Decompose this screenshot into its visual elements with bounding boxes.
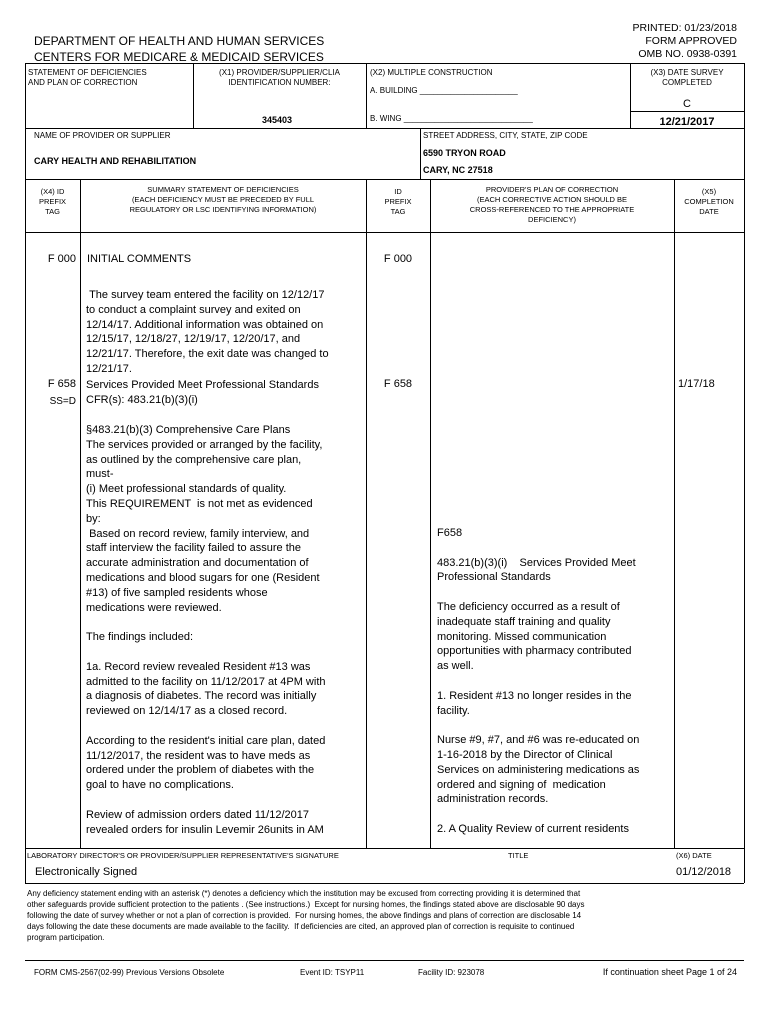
building-field: A. BUILDING ______________________ (370, 86, 518, 95)
x1-label: (X1) PROVIDER/SUPPLIER/CLIA IDENTIFICATION NUMBER: (219, 68, 340, 87)
deficiency-title: Services Provided Meet Professional Standards CFR(s): 483.21(b)(3)(i) (86, 379, 319, 406)
signature-date: 01/12/2018 (676, 866, 732, 878)
x3-label: (X3) DATE SURVEY COMPLETED (650, 68, 724, 87)
statement-label: STATEMENT OF DEFICIENCIES AND PLAN OF CORRECTION (28, 68, 147, 87)
street-address: 6590 TRYON ROAD (423, 148, 506, 158)
electronic-signature: Electronically Signed (35, 866, 138, 878)
completion-header: (X5) COMPLETION DATE (684, 187, 734, 216)
x4-prefix-header: (X4) ID PREFIX TAG (38, 187, 67, 216)
continuation-sheet: If continuation sheet Page 1 of 24 (602, 967, 737, 977)
initial-comments-title: INITIAL COMMENTS (87, 253, 192, 265)
x6-date-label: (X6) DATE (676, 851, 712, 860)
summary-text: §483.21(b)(3) Comprehensive Care Plans The services provided or arranged by the facility, as outlined by the comprehensive care plan, must- (i) Meet professional standards of quality. This REQUIREMENT is not met as evidenced by: Based on record review, family interview, and staff interview the facility failed to assure the accurate administration and documentation of medications and blood sugars for one (Resident #13) of five sampled residents whose medications were reviewed. The findings included: 1a. Record review revealed Resident #13 was admitted to the facility on 11/12/2017 at 4PM with a diagnosis of diabetes. The record was initially reviewed on 12/14/17 as a closed record. According to the resident's initial care plan, dated 11/12/2017, the resident was to have meds as ordered under the problem of diabetes with the goal to have no complications. Review of admission orders dated 11/12/2017 revealed orders for insulin Levemir 26units in AM (86, 424, 326, 836)
survey-text: The survey team entered the facility on 12/12/17 to conduct a complaint survey and exited on 12/14/17. Additional information was obtained on 12/15/17, 12/18/27, 12/19/17, 12/20/17, and 12/21/17. Therefore, the exit date was changed to 12/21/17. (86, 289, 329, 375)
omb-number: OMB NO. 0938-0391 (638, 48, 737, 60)
form-approved: FORM APPROVED (645, 35, 737, 47)
printed-date: PRINTED: 01/23/2018 (632, 22, 737, 34)
facility-id: Facility ID: 923078 (418, 968, 485, 977)
wing-field: B. WING _____________________________ (370, 114, 533, 123)
cms-title: CENTERS FOR MEDICARE & MEDICAID SERVICES (34, 50, 324, 64)
plan-of-correction-text: F658 483.21(b)(3)(i) Services Provided Meet Professional Standards The deficiency occurred as a result of inadequate staff training and quality monitoring. Missed communication opportunities with pharmacy contributed as well. 1. Resident #13 no longer resides in the facility. Nurse #9, #7, and #6 was re-educated on 1-16-2018 by the Director of Clinical Services on administering medications as ordered and signing of medication administration records. 2. A Quality Review of current residents (437, 527, 640, 835)
provider-id: 345403 (262, 115, 293, 125)
summary-header: SUMMARY STATEMENT OF DEFICIENCIES (EACH DEFICIENCY MUST BE PRECEDED BY FULL REGULATORY OR LSC IDENTIFYING INFORMATION) (129, 185, 317, 214)
id-tag-f000: F 000 (383, 253, 413, 265)
prefix-tag-f000: F 000 (47, 253, 76, 265)
completion-date: 1/17/18 (678, 378, 715, 390)
x2-label: (X2) MULTIPLE CONSTRUCTION (370, 68, 493, 77)
provider-name-label: NAME OF PROVIDER OR SUPPLIER (34, 131, 171, 140)
id-prefix-header: ID PREFIX TAG (384, 187, 412, 216)
survey-date: 12/21/2017 (659, 116, 715, 128)
signature-label: LABORATORY DIRECTOR'S OR PROVIDER/SUPPLIER REPRESENTATIVE'S SIGNATURE (27, 851, 339, 860)
title-label: TITLE (508, 851, 529, 860)
address-label: STREET ADDRESS, CITY, STATE, ZIP CODE (423, 131, 588, 140)
prefix-tag-f658: F 658 (47, 378, 76, 390)
disclaimer-text: Any deficiency statement ending with an asterisk (*) denotes a deficiency which the institution may be excused from correcting providing it is determined that other safeguards provide sufficient protection to the patients . (See instructions.) Except for nursing homes, the findings stated above are disclosable 90 days following the date of survey whether or not a plan of correction is provided. For nursing homes, the above findings and plans of correction are disclosable 14 days following the date these documents are made available to the facility. If deficiencies are cited, an approved plan of correction is requisite to continued program participation. (27, 889, 585, 942)
scope-severity: SS=D (49, 396, 76, 407)
id-tag-f658: F 658 (383, 378, 413, 390)
city-state-zip: CARY, NC 27518 (423, 165, 493, 175)
form-identifier: FORM CMS-2567(02-99) Previous Versions Obsolete (34, 968, 225, 977)
event-id: Event ID: TSYP11 (300, 968, 365, 977)
plan-header: PROVIDER'S PLAN OF CORRECTION (EACH CORRECTIVE ACTION SHOULD BE CROSS-REFERENCED TO THE APPROPRIATE DEFICIENCY) (469, 185, 635, 224)
x3-code: C (683, 98, 691, 110)
department-title: DEPARTMENT OF HEALTH AND HUMAN SERVICES (34, 34, 325, 48)
provider-name: CARY HEALTH AND REHABILITATION (34, 156, 197, 166)
